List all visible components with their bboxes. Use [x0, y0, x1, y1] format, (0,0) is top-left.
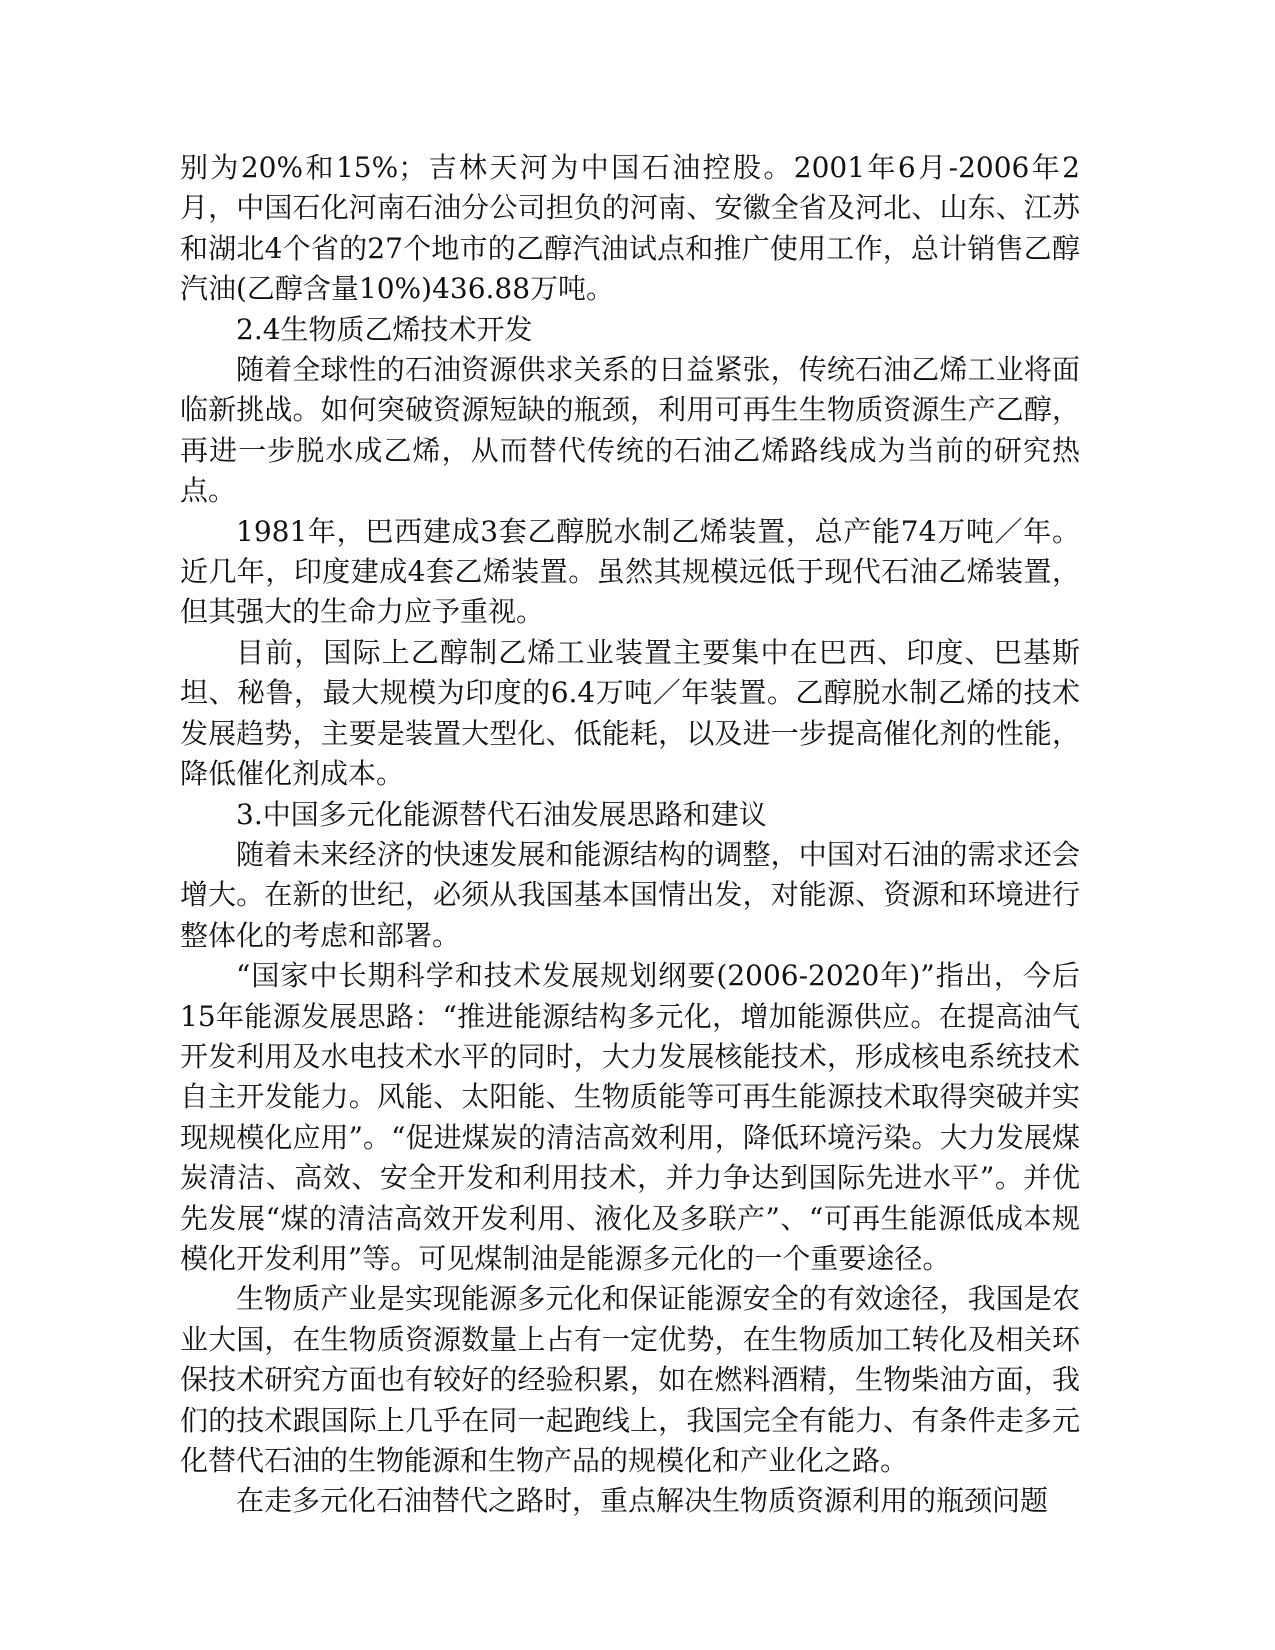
paragraph: 生物质产业是实现能源多元化和保证能源安全的有效途径，我国是农业大国，在生物质资源数量上占有一定优势，在生物质加工转化及相关环保技术研究方面也有较好的经验积累，如在燃料酒精，生物柴油方面，我们的技术跟国际上几乎在同一起跑线上，我国完全有能力、有条件走多元化替代石油的生物能源和生物产品的规模化和产业化之路。: [180, 1282, 1080, 1477]
section-heading-2-4: 2.4生物质乙烯技术开发: [236, 312, 533, 346]
paragraph: 随着全球性的石油资源供求关系的日益紧张，传统石油乙烯工业将面临新挑战。如何突破资源短缺的瓶颈，利用可再生生物质资源生产乙醇，再进一步脱水成乙烯，从而替代传统的石油乙烯路线成为当前的研究热点。: [180, 353, 1080, 508]
paragraph: 1981年，巴西建成3套乙醇脱水制乙烯装置，总产能74万吨／年。近几年，印度建成4套乙烯装置。虽然其规模远低于现代石油乙烯装置，但其强大的生命力应予重视。: [180, 514, 1080, 629]
section-heading-3: 3.中国多元化能源替代石油发展思路和建议: [236, 797, 767, 831]
paragraph: 在走多元化石油替代之路时，重点解决生物质资源利用的瓶颈问题: [236, 1484, 1049, 1518]
body-text: [180, 148, 1080, 1522]
paragraph-continued: 别为20%和15%；吉林天河为中国石油控股。2001年6月-2006年2月，中国石化河南石油分公司担负的河南、安徽全省及河北、山东、江苏和湖北4个省的27个地市的乙醇汽油试点和推广使用工作，总计销售乙醇汽油(乙醇含量10%)436.88万吨。: [180, 151, 1080, 306]
paragraph: 随着未来经济的快速发展和能源结构的调整，中国对石油的需求还会增大。在新的世纪，必须从我国基本国情出发，对能源、资源和环境进行整体化的考虑和部署。: [180, 837, 1080, 952]
paragraph: “国家中长期科学和技术发展规划纲要(2006-2020年)”指出，今后15年能源发展思路：“推进能源结构多元化，增加能源供应。在提高油气开发利用及水电技术水平的同时，大力发展核能技术，形成核电系统技术自主开发能力。风能、太阳能、生物质能等可再生能源技术取得突破并实现规模化应用”。“促进煤炭的清洁高效利用，降低环境污染。大力发展煤炭清洁、高效、安全开发和利用技术，并力争达到国际先进水平”。并优先发展“煤的清洁高效开发利用、液化及多联产”、“可再生能源低成本规模化开发利用”等。可见煤制油是能源多元化的一个重要途径。: [180, 959, 1080, 1275]
paragraph: 目前，国际上乙醇制乙烯工业装置主要集中在巴西、印度、巴基斯坦、秘鲁，最大规模为印度的6.4万吨／年装置。乙醇脱水制乙烯的技术发展趋势，主要是装置大型化、低能耗，以及进一步提高催化剂的性能，降低催化剂成本。: [180, 635, 1080, 791]
